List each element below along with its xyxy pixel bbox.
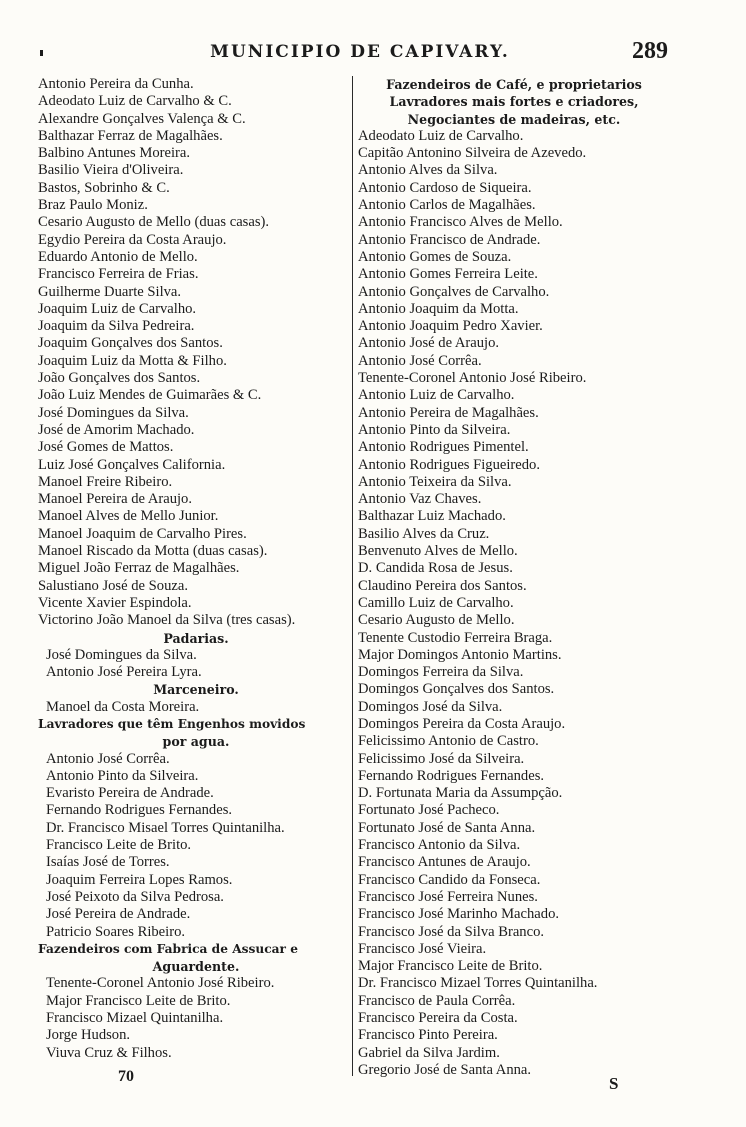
list-entry: Manoel Joaquim de Carvalho Pires. [38,525,247,542]
list-entry: Joaquim da Silva Pedreira. [38,318,195,335]
heading-fabrica-line1: Fazendeiros com Fabrica de Assucar e [38,941,298,956]
list-entry: Francisco José Marinho Machado. [358,906,560,923]
list-entry: Francisco Antonio da Silva. [358,837,521,854]
page-number: 289 [632,38,668,64]
list-entry: Tenente-Coronel Antonio José Ribeiro. [46,975,275,992]
list-entry: Adeodato Luiz de Carvalho. [358,127,524,144]
list-entry: Miguel João Ferraz de Magalhães. [38,560,240,577]
list-entry: Viuva Cruz & Filhos. [46,1044,172,1061]
list-entry: João Luiz Mendes de Guimarães & C. [38,387,262,404]
list-entry: Benvenuto Alves de Mello. [358,543,518,560]
list-entry: Vicente Xavier Espindola. [38,594,192,611]
list-entry: José Pereira de Andrade. [46,906,191,923]
list-entry: Guilherme Duarte Silva. [38,283,182,300]
list-entry: Antonio José Corrêa. [358,352,482,369]
list-entry: Francisco Ferreira de Frias. [38,266,199,283]
list-entry: Francisco Mizael Quintanilha. [46,1010,224,1027]
list-entry: Francisco Leite de Brito. [46,837,192,854]
list-entry: Domingos Pereira da Costa Araujo. [358,715,566,732]
fazendeiros-list [358,128,670,1079]
list-entry: Francisco Pereira da Costa. [358,1010,518,1027]
ink-dot [40,50,43,56]
list-entry: Major Francisco Leite de Brito. [46,992,231,1009]
list-entry: Manoel Riscado da Motta (duas casas). [38,543,268,560]
list-entry: Gregorio José de Santa Anna. [358,1061,532,1078]
list-entry: Luiz José Gonçalves California. [38,456,226,473]
list-entry: José Peixoto da Silva Pedrosa. [46,888,224,905]
heading-fazendeiros-line1: Fazendeiros de Café, e proprietarios [386,77,642,92]
list-entry: Basilio Alves da Cruz. [358,525,490,542]
list-entry: Manoel da Costa Moreira. [46,698,200,715]
list-entry: Antonio Pinto da Silveira. [46,767,199,784]
list-entry: D. Candida Rosa de Jesus. [358,560,513,577]
list-entry: Francisco José da Silva Branco. [358,923,545,940]
list-entry: Antonio José de Araujo. [358,335,500,352]
list-entry: Felicissimo Antonio de Castro. [358,733,539,750]
list-entry: Joaquim Ferreira Lopes Ramos. [46,871,233,888]
list-entry: Antonio Pereira da Cunha. [38,76,194,92]
list-entry: Alexandre Gonçalves Valença & C. [38,110,246,127]
list-entry: Manoel Pereira de Araujo. [38,491,192,508]
list-entry: Cesario Augusto de Mello (duas casas). [38,214,270,231]
list-entry: José Domingues da Silva. [46,646,197,663]
right-column [358,76,670,1079]
list-entry: Francisco Antunes de Araujo. [358,854,531,871]
list-entry: Antonio Gomes de Souza. [358,248,512,265]
list-entry: Antonio Vaz Chaves. [358,491,482,508]
list-entry: Eduardo Antonio de Mello. [38,248,198,265]
list-entry: Balthazar Ferraz de Magalhães. [38,127,223,144]
list-entry: Francisco de Paula Corrêa. [358,992,516,1009]
list-entry: Joaquim Luiz da Motta & Filho. [38,352,227,369]
list-entry: Tenente Custodio Ferreira Braga. [358,629,553,646]
list-entry: Domingos Ferreira da Silva. [358,664,524,681]
list-entry: Antonio José Pereira Lyra. [46,664,202,681]
signature-number: 70 [118,1068,134,1085]
lavradores-list [38,751,354,941]
list-entry: Victorino João Manoel da Silva (tres casas). [38,612,296,629]
left-column [38,76,354,1062]
heading-lavradores-line2: por agua. [162,734,230,750]
marceneiro-list [38,699,354,716]
list-entry: Francisco Candido da Fonseca. [358,871,541,888]
list-entry: Antonio Pinto da Silveira. [358,421,511,438]
list-entry: Balbino Antunes Moreira. [38,145,190,162]
list-entry: Balthazar Luiz Machado. [358,508,506,525]
list-entry: Isaías José de Torres. [46,854,170,871]
list-entry: Patricio Soares Ribeiro. [46,923,186,940]
list-entry: Antonio Francisco Alves de Mello. [358,214,563,231]
list-entry: Capitão Antonino Silveira de Azevedo. [358,145,587,162]
list-entry: Cesario Augusto de Mello. [358,612,515,629]
list-entry: Francisco José Ferreira Nunes. [358,888,538,905]
list-entry: Antonio Joaquim da Motta. [358,300,519,317]
list-entry: Manoel Alves de Mello Junior. [38,508,219,525]
list-entry: Antonio José Corrêa. [46,750,170,767]
list-entry: Francisco José Vieira. [358,940,487,957]
list-entry: Evaristo Pereira de Andrade. [46,785,214,802]
list-entry: Antonio Rodrigues Figueiredo. [358,456,541,473]
list-entry: Fortunato José Pacheco. [358,802,500,819]
heading-fazendeiros-line2: Lavradores mais fortes e criadores, [389,94,639,110]
list-entry: Egydio Pereira da Costa Araujo. [38,231,227,248]
list-entry: Fernando Rodrigues Fernandes. [358,767,545,784]
list-entry: Antonio Alves da Silva. [358,162,498,179]
list-entry: Basilio Vieira d'Oliveira. [38,162,184,179]
heading-padarias: Padarias. [163,630,229,646]
list-entry: D. Fortunata Maria da Assumpção. [358,785,563,802]
list-entry: Francisco Pinto Pereira. [358,1027,498,1044]
list-entry: Dr. Francisco Mizael Torres Quintanilha. [358,975,598,992]
list-entry: Antonio Carlos de Magalhães. [358,197,536,214]
list-entry: Salustiano José de Souza. [38,577,188,594]
list-entry: Adeodato Luiz de Carvalho & C. [38,93,232,110]
list-entry: Joaquim Luiz de Carvalho. [38,300,197,317]
page-header [0,38,746,72]
list-entry: Domingos José da Silva. [358,698,503,715]
list-entry: José Domingues da Silva. [38,404,189,421]
list-entry: Felicissimo José da Silveira. [358,750,525,767]
fabrica-list [38,975,354,1061]
list-entry: José Gomes de Mattos. [38,439,174,456]
list-entry: Manoel Freire Ribeiro. [38,473,173,490]
signature-mark: S [609,1074,619,1093]
list-entry: Antonio Luiz de Carvalho. [358,387,515,404]
list-entry: Antonio Pereira de Magalhães. [358,404,539,421]
list-entry: Antonio Cardoso de Siqueira. [358,179,532,196]
list-entry: José de Amorim Machado. [38,421,195,438]
heading-lavradores-line1: Lavradores que têm Engenhos movidos [38,716,306,731]
list-entry: Joaquim Gonçalves dos Santos. [38,335,223,352]
list-entry: João Gonçalves dos Santos. [38,370,201,387]
list-entry: Domingos Gonçalves dos Santos. [358,681,555,698]
list-entry: Antonio Rodrigues Pimentel. [358,439,529,456]
list-entry: Jorge Hudson. [46,1027,131,1044]
list-entry: Fortunato José de Santa Anna. [358,819,536,836]
list-entry: Major Domingos Antonio Martins. [358,646,562,663]
list-entry: Dr. Francisco Misael Torres Quintanilha. [46,819,285,836]
heading-fazendeiros-line3: Negociantes de madeiras, etc. [407,111,621,127]
running-title: MUNICIPIO DE CAPIVARY. [210,42,510,62]
heading-marceneiro: Marceneiro. [153,682,239,698]
list-entry: Antonio Francisco de Andrade. [358,231,541,248]
heading-fabrica-line2: Aguardente. [152,959,240,975]
list-entry: Fernando Rodrigues Fernandes. [46,802,233,819]
list-entry: Bastos, Sobrinho & C. [38,179,170,196]
list-entry: Gabriel da Silva Jardim. [358,1044,500,1061]
list-entry: Tenente-Coronel Antonio José Ribeiro. [358,370,587,387]
list-entry: Braz Paulo Moniz. [38,197,148,214]
list-entry: Claudino Pereira dos Santos. [358,577,527,594]
list-entry: Antonio Gomes Ferreira Leite. [358,266,538,283]
list-entry: Antonio Teixeira da Silva. [358,473,512,490]
list-entry: Antonio Gonçalves de Carvalho. [358,283,550,300]
list-entry: Major Francisco Leite de Brito. [358,958,543,975]
list-entry: Antonio Joaquim Pedro Xavier. [358,318,543,335]
list-entry: Camillo Luiz de Carvalho. [358,594,514,611]
padarias-list [38,647,354,682]
merchant-list [38,76,354,630]
